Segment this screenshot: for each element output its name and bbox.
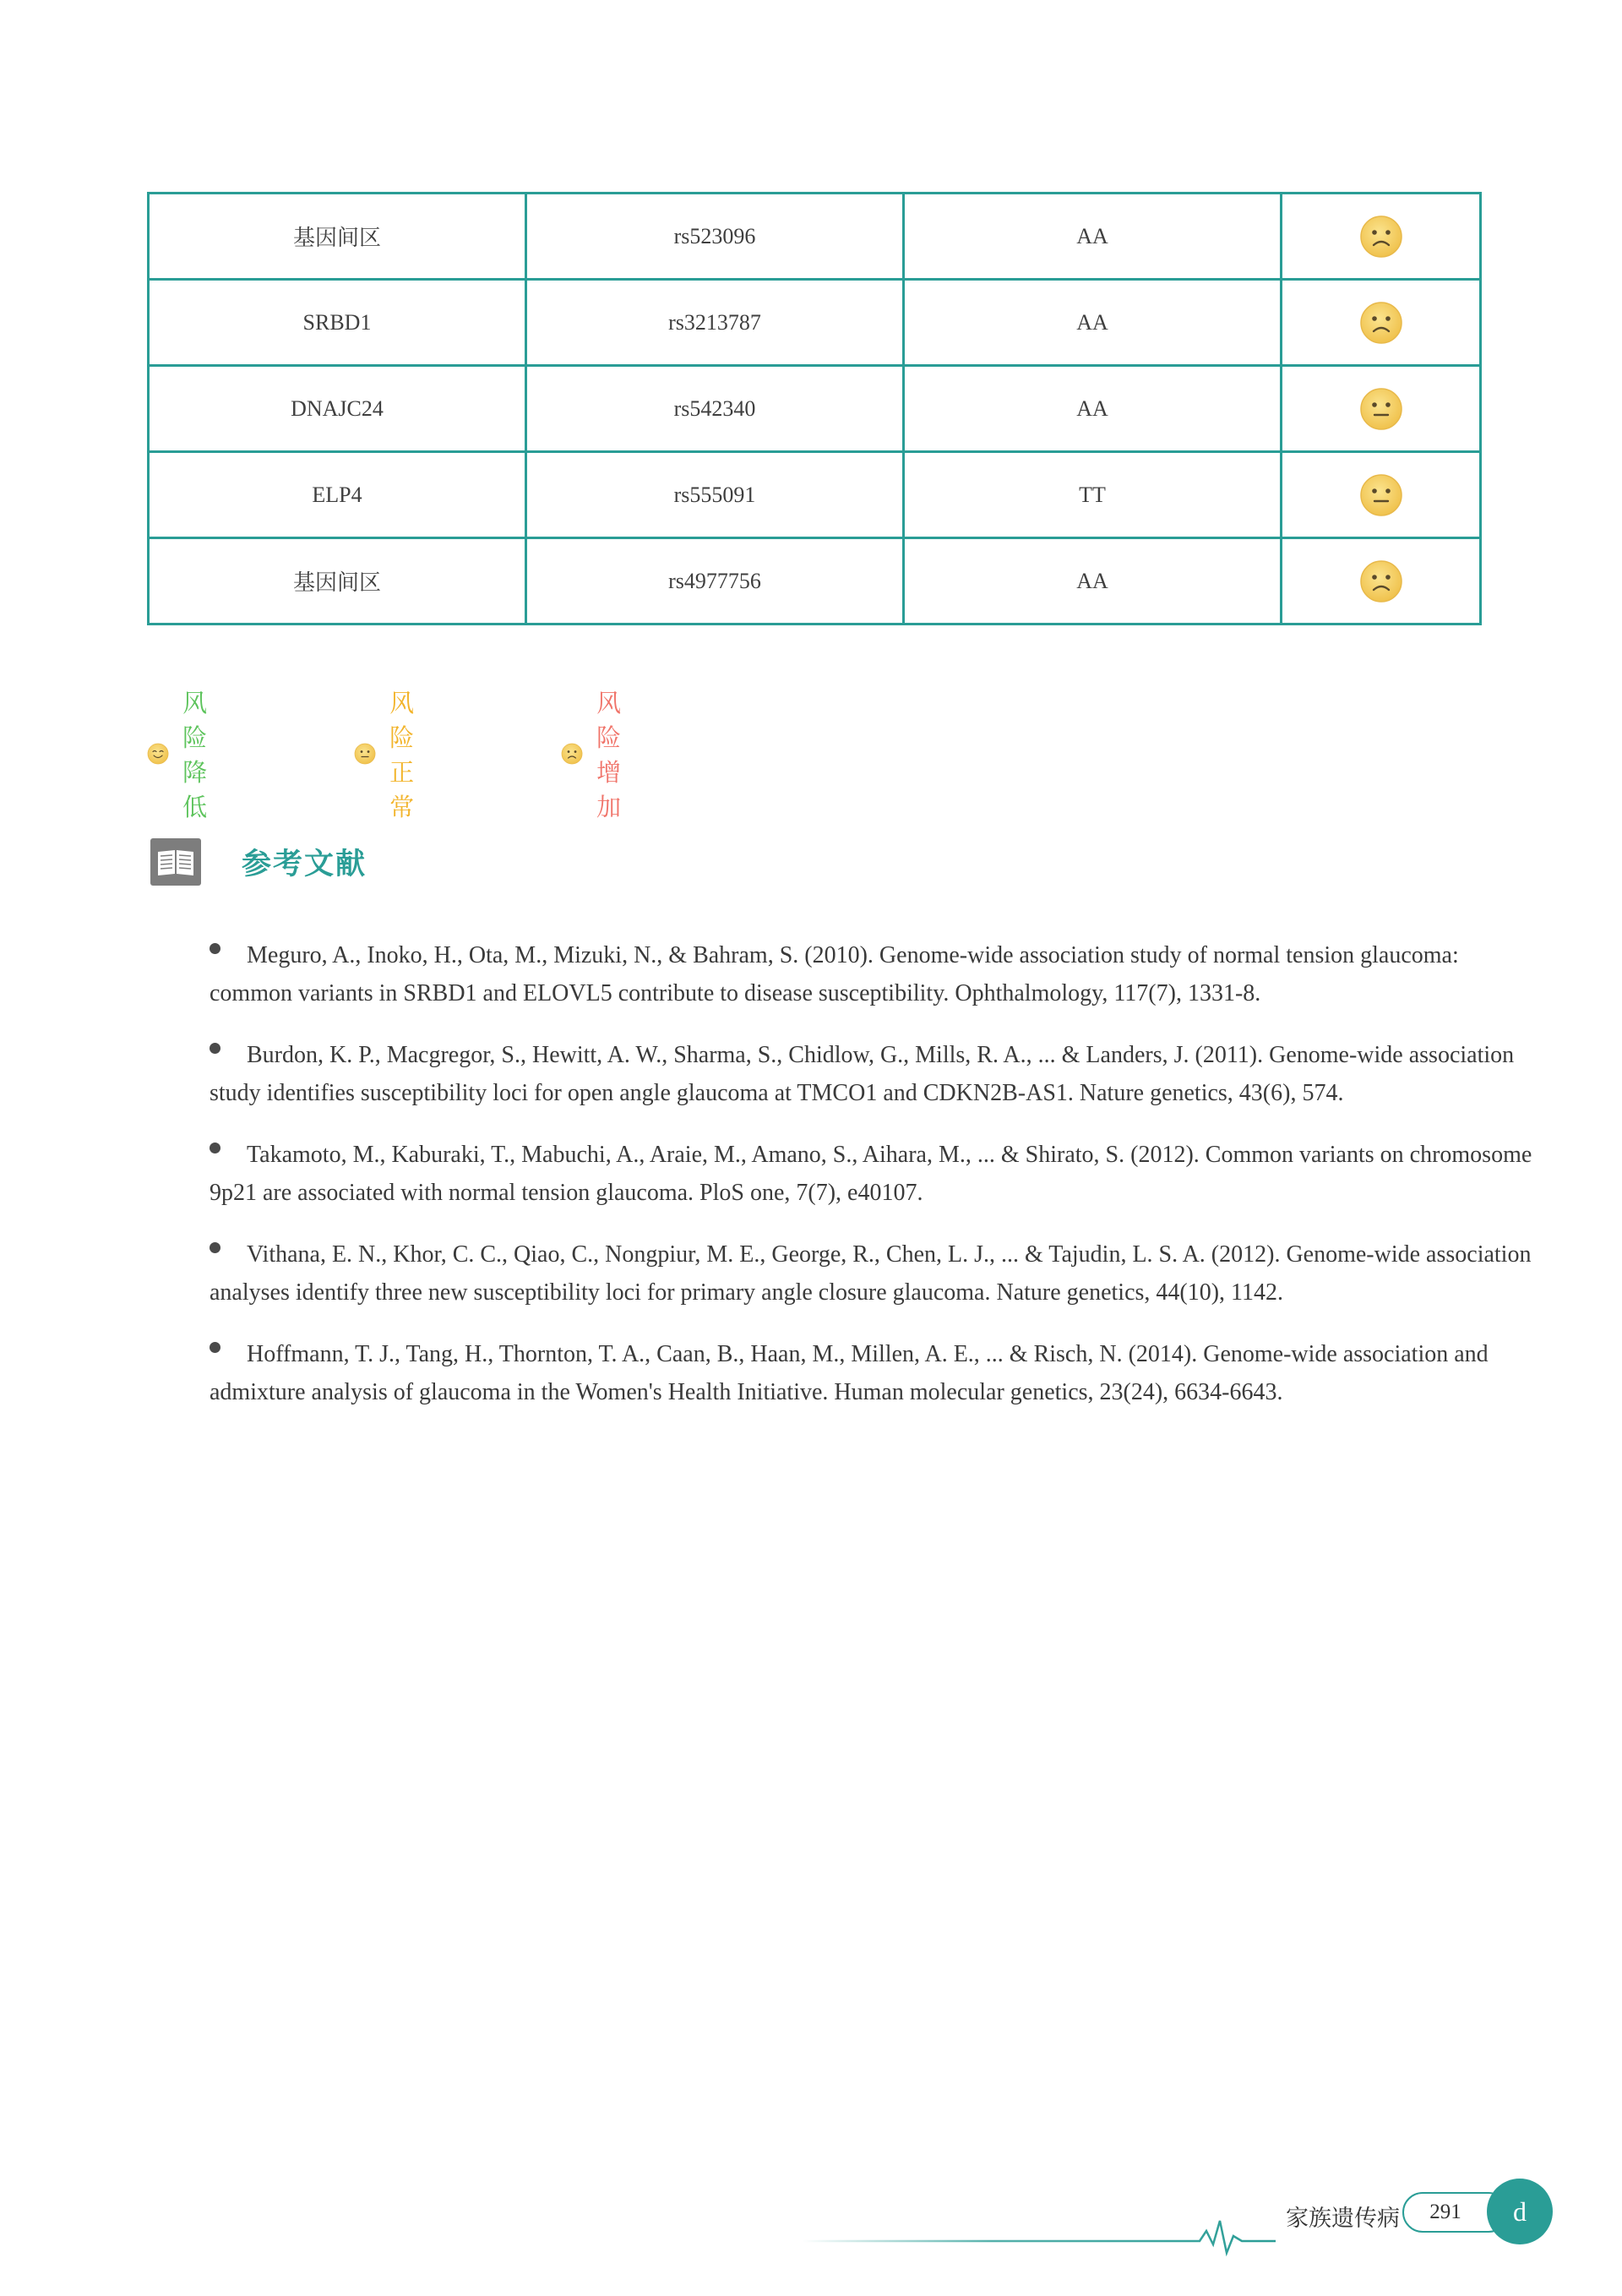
legend-normal-label: 风险正常 (389, 689, 416, 821)
bullet-icon (210, 1043, 220, 1054)
risk-cell (1282, 538, 1481, 624)
gene-cell: SRBD1 (149, 280, 526, 366)
genotype-cell: AA (904, 280, 1282, 366)
references-title: 参考文献 (242, 848, 367, 881)
snp-cell: rs4977756 (526, 538, 904, 624)
gene-cell: ELP4 (149, 452, 526, 538)
list-item (210, 1036, 1536, 1112)
reference-text: Burdon, K. P., Macgregor, S., Hewitt, A. W., Sharma, S., Chidlow, G., Mills, R. A., ... & Landers, J. (2011). Genome-wide association study identifies susceptibility loci for open angle glaucoma at TMCO1 and CDKN2B-AS1. Nature genetics, 43(6), 574. (210, 1042, 1515, 1106)
references-heading (150, 838, 367, 886)
gene-cell: 基因间区 (149, 538, 526, 624)
legend-high (561, 684, 645, 823)
table-row (149, 452, 1481, 538)
risk-cell (1282, 194, 1481, 280)
gene-cell: 基因间区 (149, 194, 526, 280)
list-item (210, 1235, 1536, 1312)
list-item (210, 1136, 1536, 1212)
genotype-cell: AA (904, 538, 1282, 624)
genotype-cell: TT (904, 452, 1282, 538)
neutral-face-icon (1359, 387, 1403, 431)
genotype-table (147, 192, 1482, 625)
sad-face-icon (561, 731, 583, 777)
bullet-icon (210, 1342, 220, 1353)
genotype-cell: AA (904, 366, 1282, 452)
neutral-face-icon (1359, 473, 1403, 517)
reference-text: Takamoto, M., Kaburaki, T., Mabuchi, A., Araie, M., Amano, S., Aihara, M., ... & Shirato, S. (2012). Common variants on chromosome 9p21 are associated with normal tension glaucoma. PloS one, 7(7), e40107. (210, 1142, 1532, 1206)
sad-face-icon (1359, 215, 1403, 259)
risk-cell (1282, 452, 1481, 538)
bullet-icon (210, 943, 220, 954)
snp-cell: rs523096 (526, 194, 904, 280)
table-row (149, 538, 1481, 624)
references-list (210, 936, 1536, 1435)
bullet-icon (210, 1143, 220, 1153)
table-row (149, 280, 1481, 366)
list-item (210, 1335, 1536, 1411)
table-row (149, 366, 1481, 452)
reference-text: Meguro, A., Inoko, H., Ota, M., Mizuki, N., & Bahram, S. (2010). Genome-wide association study of normal tension glaucoma: common variants in SRBD1 and ELOVL5 contribute to disease susceptibility. Ophthalmology, 117(7), 1331-8. (210, 942, 1459, 1006)
legend-high-label: 风险增加 (596, 689, 623, 821)
gene-cell: DNAJC24 (149, 366, 526, 452)
snp-cell: rs542340 (526, 366, 904, 452)
risk-cell (1282, 280, 1481, 366)
legend-normal (354, 684, 438, 823)
legend-low-label: 风险降低 (182, 689, 209, 821)
snp-cell: rs555091 (526, 452, 904, 538)
reference-text: Hoffmann, T. J., Tang, H., Thornton, T. A., Caan, B., Haan, M., Millen, A. E., ... & Risch, N. (2014). Genome-wide association and admixture analysis of glaucoma in the Women's Health Initiative. Human molecular genetics, 23(24), 6634-6643. (210, 1341, 1489, 1405)
list-item (210, 936, 1536, 1012)
neutral-face-icon (354, 731, 376, 777)
smile-face-icon (147, 731, 169, 777)
genotype-cell: AA (904, 194, 1282, 280)
risk-cell (1282, 366, 1481, 452)
page-badge: d (1487, 2179, 1553, 2244)
sad-face-icon (1359, 559, 1403, 603)
reference-text: Vithana, E. N., Khor, C. C., Qiao, C., Nongpiur, M. E., George, R., Chen, L. J., ... & Tajudin, L. S. A. (2012). Genome-wide association analyses identify three new susceptibility loci for primary angle closure glaucoma. Nature genetics, 44(10), 1142. (210, 1241, 1532, 1306)
sad-face-icon (1359, 301, 1403, 345)
footer-section-title: 家族遗传病 (1286, 2206, 1400, 2232)
page-number: 291 (1402, 2192, 1509, 2233)
book-icon (150, 838, 201, 886)
table-row (149, 194, 1481, 280)
legend-low (147, 684, 231, 823)
bullet-icon (210, 1242, 220, 1253)
snp-cell: rs3213787 (526, 280, 904, 366)
